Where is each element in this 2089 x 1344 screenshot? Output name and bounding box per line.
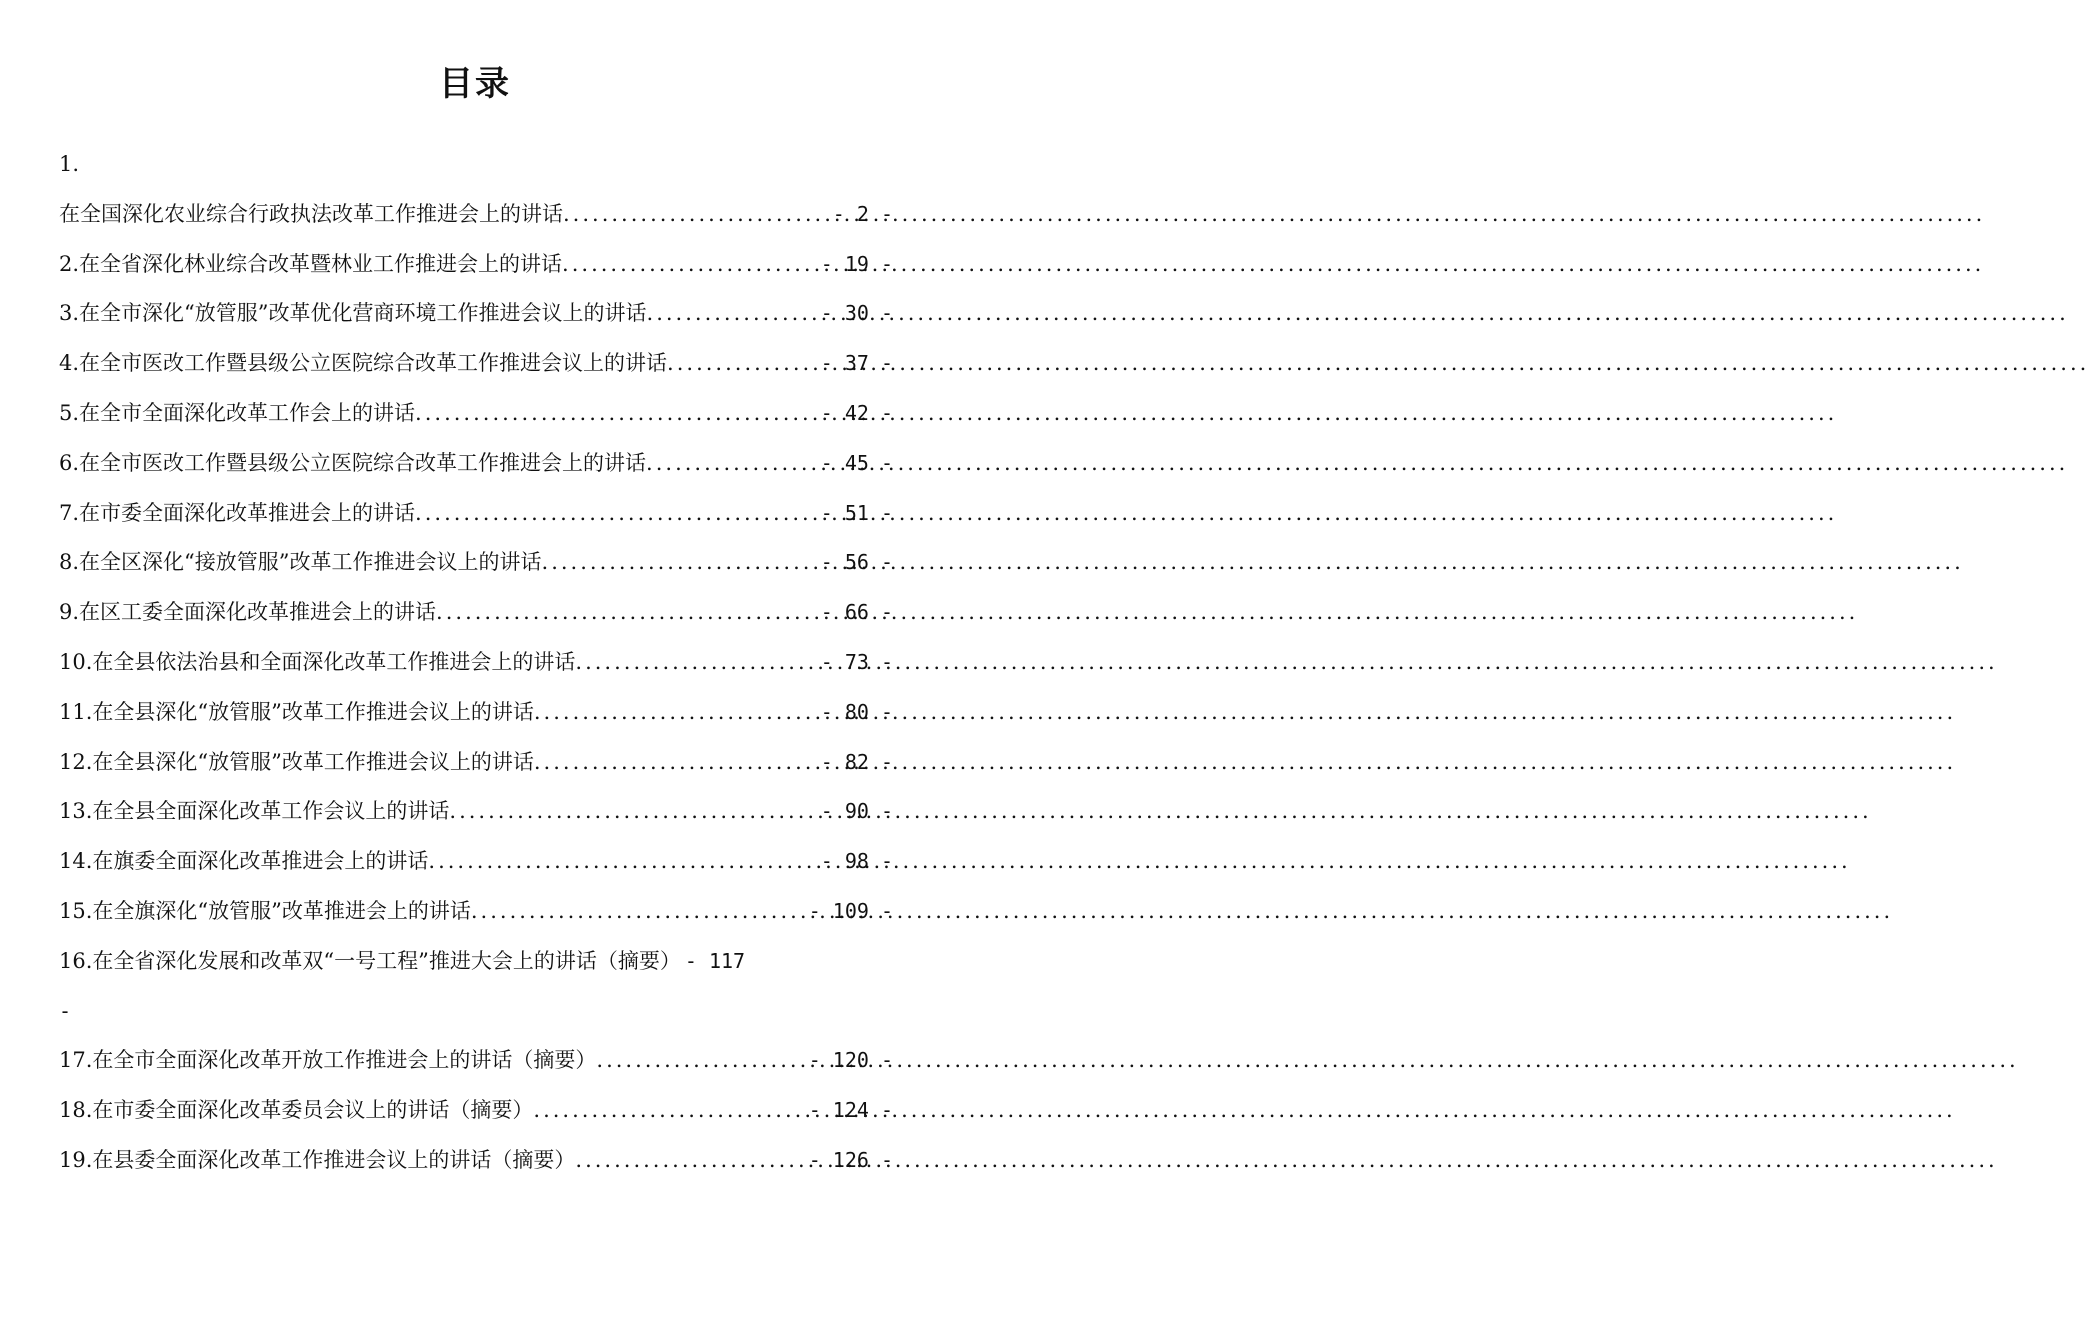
- toc-dot-leader: [534, 688, 821, 738]
- toc-page-number: - 73 -: [820, 649, 893, 674]
- toc-entry-title: 3.在全市深化“放管服”改革优化营商环境工作推进会议上的讲话: [59, 301, 647, 326]
- toc-entry-title: 13.在全县全面深化改革工作会议上的讲话: [59, 799, 450, 824]
- toc-entry[interactable]: [59, 538, 893, 588]
- toc-entry[interactable]: [59, 489, 893, 539]
- toc-page-number: - 2 -: [832, 201, 893, 226]
- toc-dot-leader: [563, 190, 833, 240]
- toc-page-number-tail: -: [59, 998, 72, 1023]
- toc-entry-title: 6.在全市医改工作暨县级公立医院综合改革工作推进会上的讲话: [59, 450, 647, 475]
- toc-entry-title: 在全国深化农业综合行政执法改革工作推进会上的讲话: [59, 201, 563, 226]
- toc-page-number: - 19 -: [820, 251, 893, 276]
- toc-entry-title: 4.在全市医改工作暨县级公立医院综合改革工作推进会议上的讲话: [59, 351, 668, 376]
- toc-entry[interactable]: [59, 638, 893, 688]
- toc-page-number: - 80 -: [820, 699, 893, 724]
- table-of-contents: [59, 140, 893, 1186]
- toc-dot-leader: [415, 489, 821, 539]
- toc-dot-leader: [471, 887, 809, 937]
- toc-dot-leader: [542, 538, 821, 588]
- toc-entry[interactable]: [59, 190, 893, 240]
- toc-dot-leader: [449, 787, 820, 837]
- toc-entry-title: 15.在全旗深化“放管服”改革推进会上的讲话: [59, 898, 471, 923]
- toc-page-number: - 30 -: [820, 301, 893, 326]
- toc-entry-title: 9.在区工委全面深化改革推进会上的讲话: [59, 600, 437, 625]
- toc-page-number: - 37 -: [820, 351, 893, 376]
- toc-page-number: - 45 -: [820, 450, 893, 475]
- toc-page-number: - 51 -: [820, 500, 893, 525]
- toc-entry[interactable]: [59, 240, 893, 290]
- page-title: 目录: [439, 64, 511, 104]
- toc-entry[interactable]: [59, 1086, 893, 1136]
- toc-page-number: - 98 -: [820, 849, 893, 874]
- toc-entry-title: 8.在全区深化“接放管服”改革工作推进会议上的讲话: [59, 550, 542, 575]
- toc-entry-title: 2.在全省深化林业综合改革暨林业工作推进会上的讲话: [59, 251, 563, 276]
- toc-dot-leader: [647, 289, 821, 339]
- toc-dot-leader: [436, 588, 821, 638]
- toc-page-number: - 42 -: [820, 400, 893, 425]
- toc-dot-leader: [596, 1036, 808, 1086]
- toc-page-number: - 82 -: [820, 749, 893, 774]
- toc-dot-leader: [575, 638, 820, 688]
- toc-entry[interactable]: [59, 1136, 893, 1186]
- toc-entry-wrap: [59, 987, 893, 1037]
- toc-dot-leader: [415, 389, 821, 439]
- toc-entry-title: 17.在全市全面深化改革开放工作推进会上的讲话（摘要）: [59, 1048, 597, 1073]
- toc-dot-leader: [646, 439, 821, 489]
- toc-page-number: - 117: [684, 948, 746, 973]
- toc-dot-leader: [533, 1086, 808, 1136]
- toc-entry[interactable]: [59, 837, 893, 887]
- toc-entry[interactable]: [59, 887, 893, 937]
- toc-dot-leader: [562, 240, 821, 290]
- toc-entry-title: 10.在全县依法治县和全面深化改革工作推进会上的讲话: [59, 649, 576, 674]
- toc-entry[interactable]: [59, 738, 893, 788]
- toc-page-number: - 109 -: [808, 898, 893, 923]
- toc-entry[interactable]: [59, 787, 893, 837]
- toc-dot-leader: [428, 837, 820, 887]
- toc-entry[interactable]: [59, 389, 893, 439]
- toc-entry-title: 19.在县委全面深化改革工作推进会议上的讲话（摘要）: [59, 1147, 576, 1172]
- toc-page-number: - 124 -: [808, 1098, 893, 1123]
- toc-entry[interactable]: [59, 289, 893, 339]
- toc-entry[interactable]: [59, 688, 893, 738]
- toc-entry[interactable]: [59, 937, 893, 987]
- toc-entry-title: 12.在全县深化“放管服”改革工作推进会议上的讲话: [59, 749, 534, 774]
- toc-page-number: - 90 -: [820, 799, 893, 824]
- toc-page-number: - 126 -: [808, 1147, 893, 1172]
- toc-entry-prefix: 1.: [59, 152, 80, 176]
- toc-entry-title: 11.在全县深化“放管服”改革工作推进会议上的讲话: [59, 699, 534, 724]
- document-page: [0, 0, 950, 1344]
- toc-page-number: - 66 -: [820, 600, 893, 625]
- toc-dot-leader: [575, 1136, 808, 1186]
- toc-entry[interactable]: [59, 439, 893, 489]
- toc-entry-title: 14.在旗委全面深化改革推进会上的讲话: [59, 849, 429, 874]
- toc-entry-title: 7.在市委全面深化改革推进会上的讲话: [59, 500, 416, 525]
- toc-entry-title: 16.在全省深化发展和改革双“一号工程”推进大会上的讲话（摘要）: [59, 948, 681, 973]
- toc-entry-title: 18.在市委全面深化改革委员会议上的讲话（摘要）: [59, 1098, 534, 1123]
- toc-page-number: - 56 -: [820, 550, 893, 575]
- toc-entry[interactable]: [59, 588, 893, 638]
- toc-dot-leader: [667, 339, 821, 389]
- toc-page-number: - 120 -: [808, 1048, 893, 1073]
- toc-entry-title: 5.在全市全面深化改革工作会上的讲话: [59, 400, 416, 425]
- toc-entry[interactable]: [59, 1036, 893, 1086]
- toc-entry[interactable]: [59, 339, 893, 389]
- toc-dot-leader: [534, 738, 821, 788]
- toc-entry-number: [59, 140, 893, 190]
